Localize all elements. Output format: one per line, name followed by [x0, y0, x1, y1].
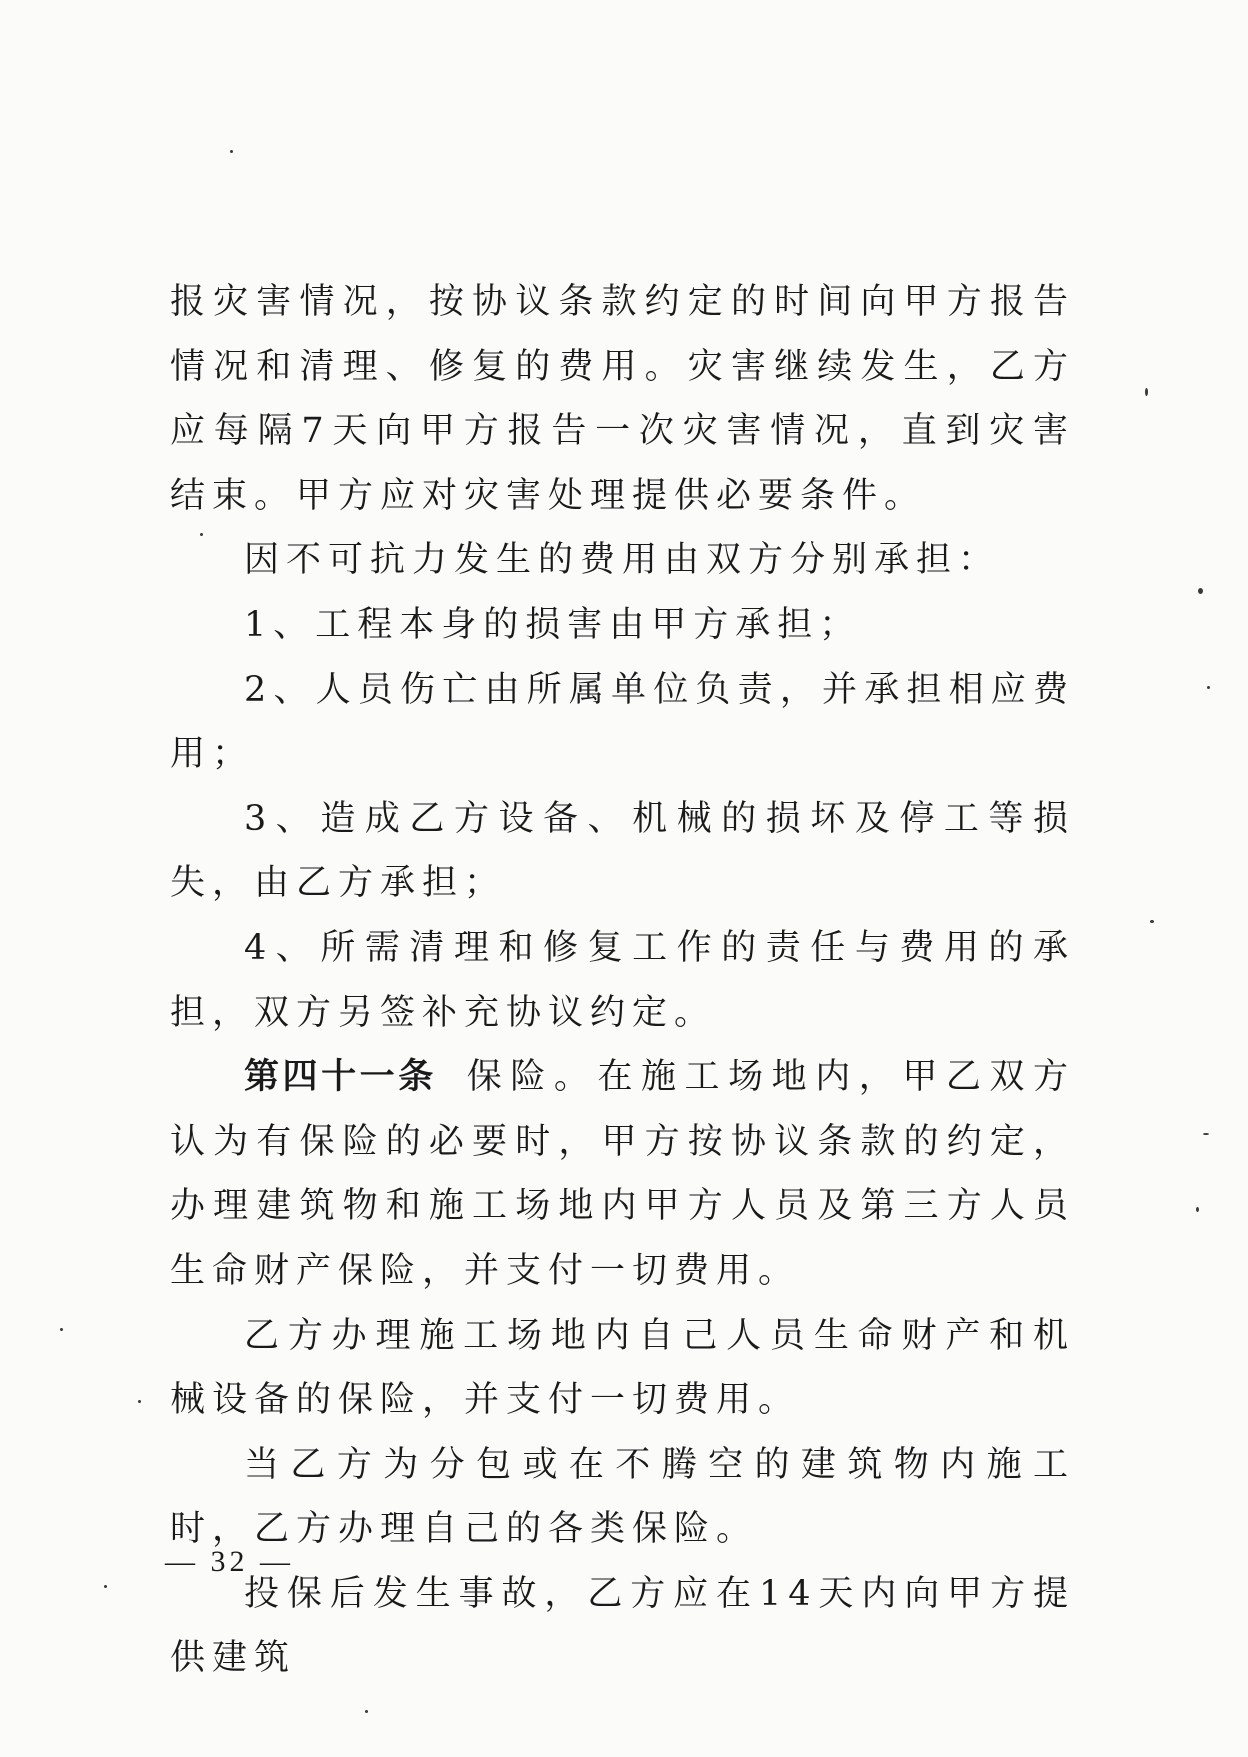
scan-speck — [1150, 920, 1154, 923]
list-item-2: 2、人员伤亡由所属单位负责，并承担相应费用； — [170, 669, 1075, 775]
scan-speck — [60, 1328, 63, 1331]
article-heading: 第四十一条 — [244, 1056, 437, 1098]
page-number: — 32 — — [165, 1545, 294, 1578]
article-text: 保险。在施工场地内，甲乙双方认为有保险的必要时，甲方按协议条款的约定，办理建筑物和施工场地内甲方人员及第三方人员生命财产保险，并支付一切费用。 — [170, 1057, 1075, 1291]
list-item-1: 1、工程本身的损害由甲方承担； — [244, 604, 862, 645]
paragraph-accident-after-insurance: 投保后发生事故，乙方应在14天内向甲方提供建筑 — [170, 1573, 1075, 1679]
scan-speck — [1203, 1133, 1209, 1135]
scan-speck — [1198, 588, 1203, 594]
scan-speck — [1145, 388, 1148, 396]
body-text — [170, 270, 1075, 1691]
scan-speck — [230, 150, 233, 153]
scan-speck — [104, 1585, 107, 1588]
scan-speck — [200, 533, 203, 536]
list-item-3: 3、造成乙方设备、机械的损坏及停工等损失，由乙方承担； — [170, 798, 1075, 904]
article-41 — [170, 1045, 1075, 1303]
scan-speck — [1196, 1207, 1199, 1212]
list-item-4: 4、所需清理和修复工作的责任与费用的承担，双方另签补充协议约定。 — [170, 927, 1075, 1033]
paragraph-contractor-insurance: 乙方办理施工场地内自己人员生命财产和机械设备的保险，并支付一切费用。 — [170, 1315, 1075, 1421]
scan-speck — [1207, 686, 1210, 689]
paragraph-disaster-report: 报灾害情况，按协议条款约定的时间向甲方报告情况和清理、修复的费用。灾害继续发生，乙方应每隔7天向甲方报告一次灾害情况，直到灾害结束。甲方应对灾害处理提供必要条件。 — [170, 282, 1075, 516]
scan-speck — [138, 1400, 141, 1403]
paragraph-force-majeure-costs: 因不可抗力发生的费用由双方分别承担： — [244, 540, 1001, 581]
paragraph-subcontract-insurance: 当乙方为分包或在不腾空的建筑物内施工时，乙方办理自己的各类保险。 — [170, 1444, 1075, 1550]
scan-speck — [365, 1710, 368, 1713]
